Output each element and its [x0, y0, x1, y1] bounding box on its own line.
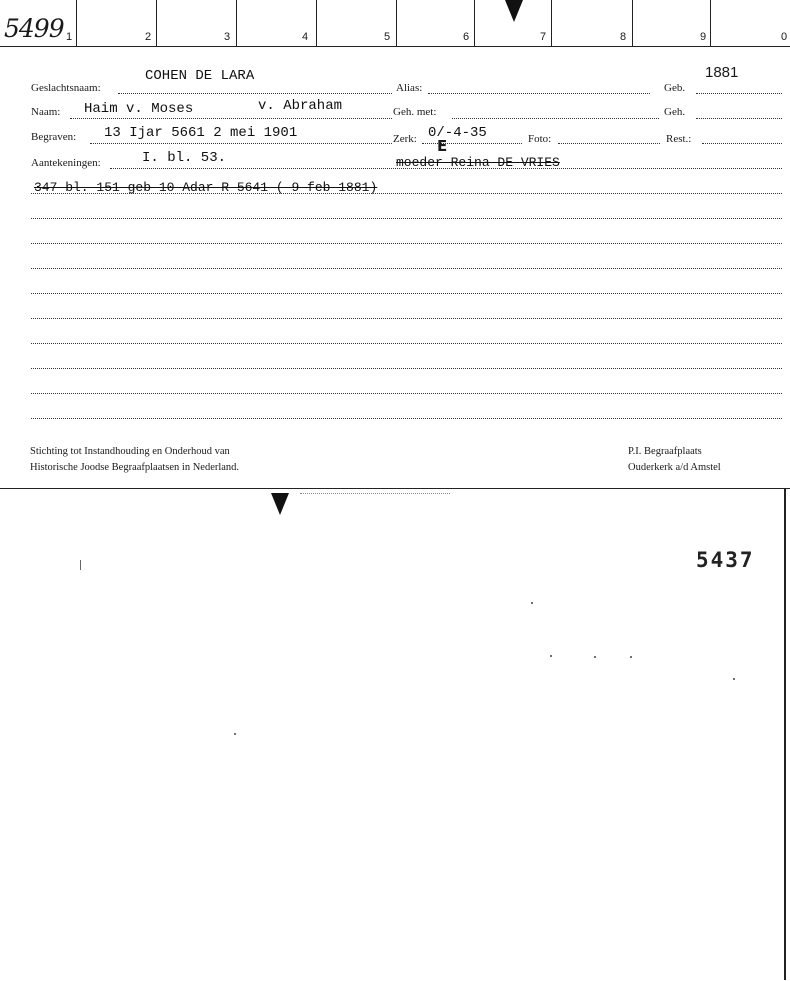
notes-handwritten-mark: E: [437, 137, 448, 155]
column-number: 6: [463, 31, 470, 43]
next-card: [0, 488, 790, 981]
strip-divider: [316, 0, 317, 46]
strip-divider: [236, 0, 237, 46]
strip-divider: [474, 0, 475, 46]
strip-divider: [551, 0, 552, 46]
surname-value: COHEN DE LARA: [145, 68, 255, 84]
name-value: Haim v. Moses: [84, 101, 194, 117]
buried-value: 13 Ijar 5661 2 mei 1901: [104, 125, 298, 141]
paper-speck: [733, 678, 735, 680]
born-line-2: [696, 118, 782, 119]
blank-line: [31, 393, 782, 394]
name-label: Naam:: [31, 106, 61, 118]
column-number: 5: [384, 31, 391, 43]
paper-speck: [234, 733, 236, 735]
footer-place: [628, 444, 721, 476]
born-value: 1881: [705, 64, 739, 81]
surname-line: [118, 93, 392, 94]
stone-label: Zerk:: [393, 133, 417, 145]
strip-divider: [632, 0, 633, 46]
married-line: [452, 118, 659, 119]
footer-organization: [30, 444, 239, 476]
blank-line: [31, 418, 782, 419]
paper-speck: [531, 602, 533, 604]
surname-label: Geslachtsnaam:: [31, 82, 101, 94]
notes-line-2-text: 347 bl. 151 geb 10 Adar R 5641 ( 9 feb 1881): [34, 180, 378, 195]
column-number: 0: [781, 31, 788, 43]
rest-line: [702, 143, 782, 144]
blank-line: [31, 218, 782, 219]
column-number: 7: [540, 31, 547, 43]
buried-line: [90, 143, 392, 144]
column-number: 8: [620, 31, 627, 43]
notes-label: Aantekeningen:: [31, 157, 101, 169]
alias-label: Alias:: [396, 82, 423, 94]
blank-line: [31, 243, 782, 244]
paper-mark: [80, 560, 81, 570]
index-tab-marker: [505, 0, 523, 22]
footer-place-line-2: Ouderkerk a/d Amstel: [628, 462, 721, 473]
born-label-2: Geh.: [664, 106, 686, 118]
next-card-tab-marker: [271, 493, 289, 515]
strip-divider: [156, 0, 157, 46]
column-number: 3: [224, 31, 231, 43]
next-card-number: 5437: [696, 548, 755, 572]
next-card-smudge: [300, 493, 450, 494]
footer-org-line-2: Historische Joodse Begraafplaatsen in Nederland.: [30, 462, 240, 473]
photo-line: [558, 143, 660, 144]
blank-line: [31, 318, 782, 319]
index-strip: [0, 0, 790, 47]
name-value-father: v. Abraham: [258, 98, 343, 114]
column-number: 4: [302, 31, 309, 43]
blank-line: [31, 368, 782, 369]
stone-value: 0/-4-35: [428, 125, 487, 141]
photo-label: Foto:: [528, 133, 552, 145]
column-number: 2: [145, 31, 152, 43]
notes-mother: moeder Reina DE VRIES: [396, 155, 560, 170]
paper-speck: [550, 655, 552, 657]
column-number: 9: [700, 31, 707, 43]
alias-line: [428, 93, 650, 94]
blank-line: [31, 343, 782, 344]
strip-divider: [710, 0, 711, 46]
footer-org-line-1: Stichting tot Instandhouding en Onderhoud van: [30, 446, 230, 457]
buried-label: Begraven:: [31, 131, 77, 143]
blank-line: [31, 268, 782, 269]
column-number: 1: [66, 31, 73, 43]
blank-line: [31, 293, 782, 294]
married-label: Geh. met:: [393, 106, 437, 118]
name-line: [70, 118, 392, 119]
born-line: [696, 93, 782, 94]
strip-divider: [76, 0, 77, 46]
paper-speck: [630, 656, 632, 658]
next-card-edge: [784, 488, 786, 980]
born-label: Geb.: [664, 82, 686, 94]
strip-divider: [396, 0, 397, 46]
rest-label: Rest.:: [666, 133, 692, 145]
footer-place-line-1: P.I. Begraafplaats: [628, 446, 702, 457]
paper-speck: [594, 656, 596, 658]
card-number: 5499: [4, 14, 64, 43]
notes-value: I. bl. 53.: [142, 150, 227, 166]
